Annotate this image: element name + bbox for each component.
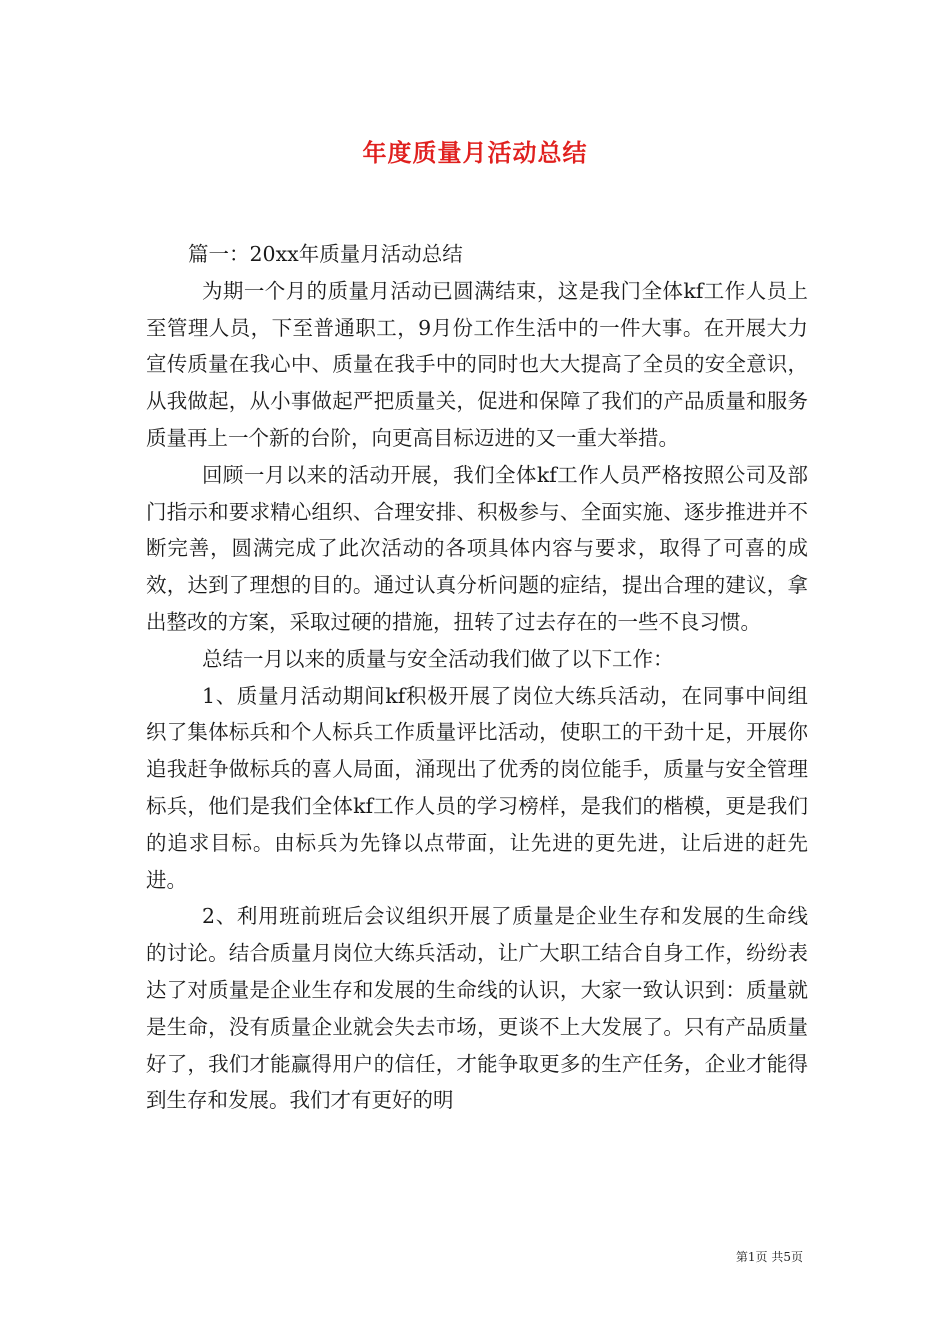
paragraph-review: 回顾一月以来的活动开展，我们全体kf工作人员严格按照公司及部门指示和要求精心组织、合理安排、积极参与、全面实施、逐步推进并不断完善，圆满完成了此次活动的各项具体内容与要求，取得了可喜的成效，达到了理想的目的。通过认真分析问题的症结，提出合理的建议，拿出整改的方案，采取过硬的措施，扭转了过去存在的一些不良习惯。 <box>146 462 808 634</box>
section-heading: 篇一：20xx年质量月活动总结 <box>188 242 463 266</box>
paragraph-item-1: 1、质量月活动期间kf积极开展了岗位大练兵活动，在同事中间组织了集体标兵和个人标兵工作质量评比活动，使职工的干劲十足，开展你追我赶争做标兵的喜人局面，涌现出了优秀的岗位能手，质量与安全管理标兵，他们是我们全体kf工作人员的学习榜样，是我们的楷模，更是我们的追求目标。由标兵为先锋以点带面，让先进的更先进，让后进的赶先进。 <box>146 683 808 892</box>
paragraph-item-2: 2、利用班前班后会议组织开展了质量是企业生存和发展的生命线的讨论。结合质量月岗位大练兵活动，让广大职工结合自身工作，纷纷表达了对质量是企业生存和发展的生命线的认识，大家一致认识到：质量就是生命，没有质量企业就会失去市场，更谈不上大发展了。只有产品质量好了，我们才能赢得用户的信任，才能争取更多的生产任务，企业才能得到生存和发展。我们才有更好的明 <box>146 904 808 1113</box>
paragraph-intro: 为期一个月的质量月活动已圆满结束，这是我门全体kf工作人员上至管理人员，下至普通职工，9月份工作生活中的一件大事。在开展大力宣传质量在我心中、质量在我手中的同时也大大提高了全员的安全意识，从我做起，从小事做起严把质量关，促进和保障了我们的产品质量和服务质量再上一个新的台阶，向更高目标迈进的又一重大举措。 <box>146 278 808 450</box>
document-body <box>146 236 808 1119</box>
document-title: 年度质量月活动总结 <box>362 138 588 167</box>
paragraph-summary-lead: 总结一月以来的质量与安全活动我们做了以下工作： <box>202 646 674 671</box>
page-number-footer: 第1页 共5页 <box>735 1250 803 1264</box>
